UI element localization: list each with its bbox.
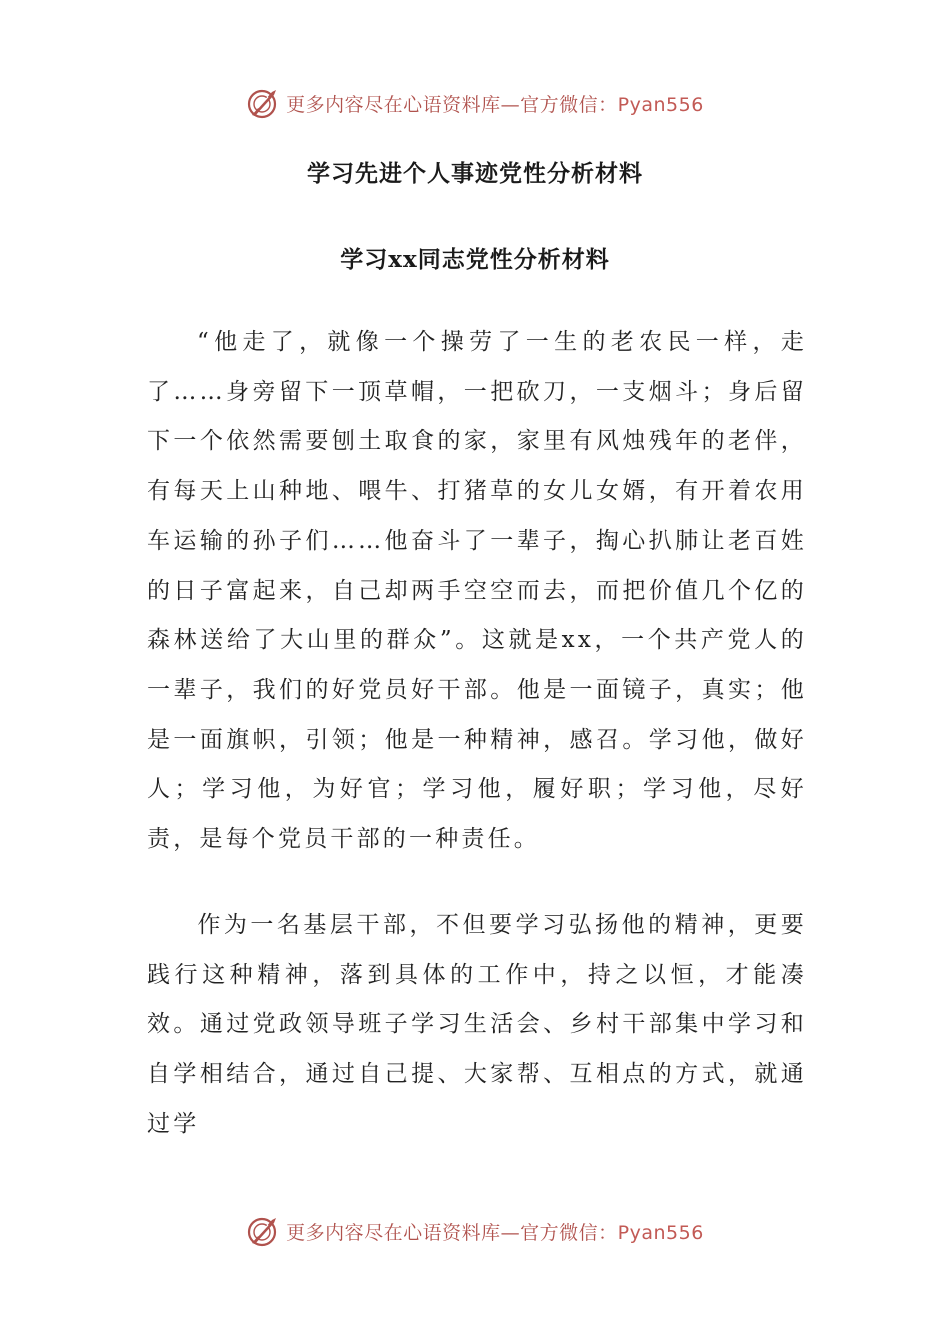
watermark-text: 更多内容尽在心语资料库—官方微信：Pyan556 [286, 1221, 704, 1244]
paragraph-1 [147, 318, 807, 865]
document-title: 学习先进个人事迹党性分析材料 [307, 160, 643, 187]
paragraph-2-text: 作为一名基层干部，不但要学习弘扬他的精神，更要践行这种精神，落到具体的工作中，持之以恒，才能凑效。通过党政领导班子学习生活会、乡村干部集中学习和自学相结合，通过自己提、大家帮、互相点的方式，就通过学 [147, 912, 807, 1137]
wechat-id: Pyan556 [617, 93, 704, 116]
paragraph-2 [147, 901, 807, 1150]
watermark-banner-top [0, 83, 950, 123]
wechat-id: Pyan556 [617, 1221, 704, 1244]
watermark-text: 更多内容尽在心语资料库—官方微信：Pyan556 [286, 93, 704, 116]
watermark-banner-bottom [0, 1211, 950, 1251]
paragraph-1-text: “他走了，就像一个操劳了一生的老农民一样，走了……身旁留下一顶草帽，一把砍刀，一支烟斗；身后留下一个依然需要刨土取食的家，家里有风烛残年的老伴，有每天上山种地、喂牛、打猪草的女儿女婿，有开着农用车运输的孙子们……他奋斗了一辈子，掏心扒肺让老百姓的日子富起来，自己却两手空空而去，而把价值几个亿的森林送给了大山里的群众”。这就是xx，一个共产党人的一辈子，我们的好党员好干部。他是一面镜子，真实；他是一面旗帜，引领；他是一种精神，感召。学习他，做好人；学习他，为好官；学习他，履好职；学习他，尽好责，是每个党员干部的一种责任。 [147, 329, 807, 853]
quill-logo-icon [246, 1214, 280, 1248]
quill-logo-icon [246, 86, 280, 120]
document-subtitle: 学习xx同志党性分析材料 [340, 246, 610, 273]
